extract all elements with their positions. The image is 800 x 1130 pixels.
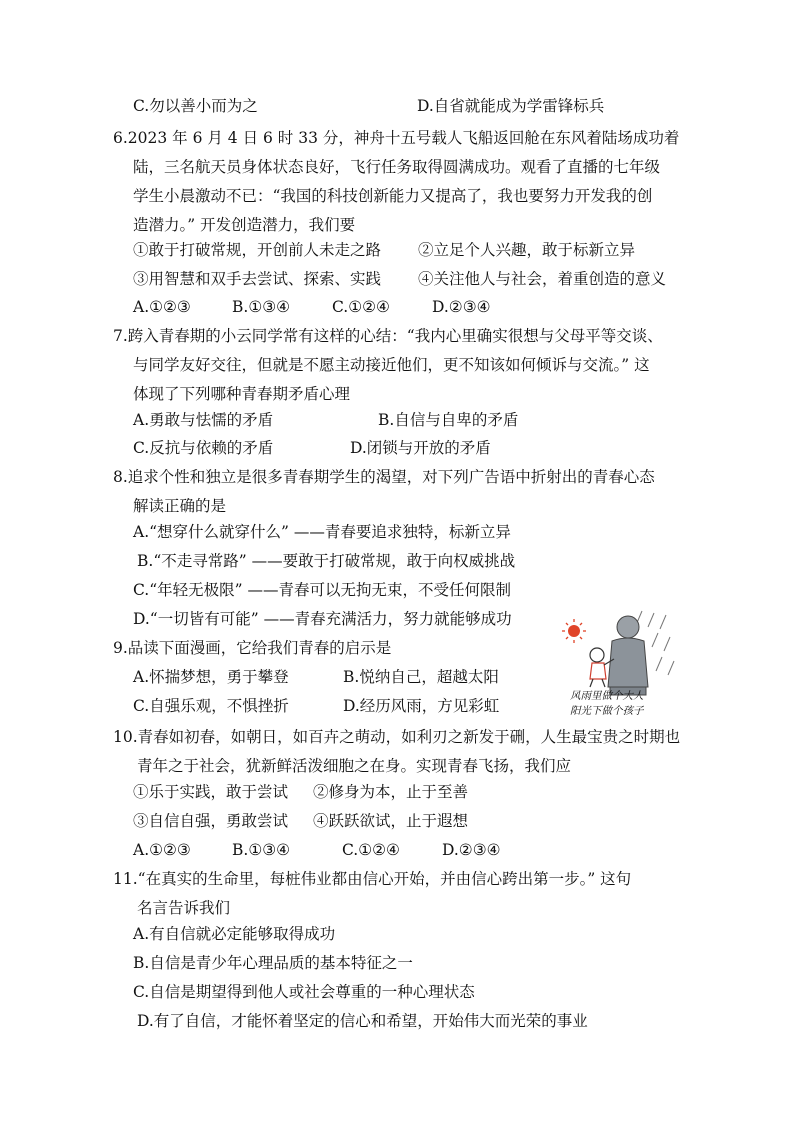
adult-figure xyxy=(608,616,648,695)
q10-option-d: D.②③④ xyxy=(442,841,501,859)
q6-option-c: C.①②④ xyxy=(332,298,390,316)
q11-stem-line-2: 名言告诉我们 xyxy=(137,899,231,917)
q9-option-b: B.悦纳自己，超越太阳 xyxy=(343,668,499,686)
q11-option-b: B.自信是青少年心理品质的基本特征之一 xyxy=(133,954,413,972)
q8-option-a: A.“想穿什么就穿什么” ——青春要追求独特，标新立异 xyxy=(133,523,511,541)
q5-option-c: C.勿以善小而为之 xyxy=(133,97,258,115)
q10-statement-2: ②修身为本，止于至善 xyxy=(313,783,469,801)
q10-statement-1: ①乐于实践，敢于尝试 xyxy=(133,783,289,801)
q6-statement-2: ②立足个人兴趣，敢于标新立异 xyxy=(418,241,636,259)
q8-option-c: C.“年轻无极限” ——青春可以无拘无束，不受任何限制 xyxy=(133,581,512,599)
q6-stem-line-2: 陆，三名航天员身体状态良好，飞行任务取得圆满成功。观看了直播的七年级 xyxy=(133,158,661,176)
q9-option-d: D.经历风雨，方见彩虹 xyxy=(343,697,500,715)
q7-option-c: C.反抗与依赖的矛盾 xyxy=(133,439,274,457)
q10-statement-4: ④跃跃欲试，止于遐想 xyxy=(313,812,469,830)
q7-option-b: B.自信与自卑的矛盾 xyxy=(378,411,519,429)
q10-stem-line-1: 10.青春如初春，如朝日，如百卉之萌动，如利刃之新发于硎，人生最宝贵之时期也 xyxy=(113,728,681,746)
q11-option-a: A.有自信就必定能够取得成功 xyxy=(133,925,336,943)
q8-option-b: B.“不走寻常路” ——要敢于打破常规，敢于向权威挑战 xyxy=(137,552,516,570)
q6-statement-1: ①敢于打破常规，开创前人未走之路 xyxy=(133,241,382,259)
q6-stem-line-1: 6.2023 年 6 月 4 日 6 时 33 分，神舟十五号载人飞船返回舱在东风着陆场成功着 xyxy=(113,129,680,147)
q7-option-a: A.勇敢与怯懦的矛盾 xyxy=(133,411,274,429)
q7-stem-line-1: 7.跨入青春期的小云同学常有这样的心结：“我内心里确实很想与父母平等交谈、 xyxy=(113,327,663,345)
comic-caption-line-2: 阳光下做个孩子 xyxy=(570,705,644,717)
q10-option-a: A.①②③ xyxy=(133,841,191,859)
q10-stem-line-2: 青年之于社会，犹新鲜活泼细胞之在身。实现青春飞扬，我们应 xyxy=(137,757,572,775)
q7-stem-line-3: 体现了下列哪种青春期矛盾心理 xyxy=(133,385,351,403)
q9-option-a: A.怀揣梦想，勇于攀登 xyxy=(133,668,289,686)
q8-stem-line-1: 8.追求个性和独立是很多青春期学生的渴望，对下列广告语中折射出的青春心态 xyxy=(113,468,655,486)
q10-option-c: C.①②④ xyxy=(342,841,400,859)
q11-option-d: D.有了自信，才能怀着坚定的信心和希望，开始伟大而光荣的事业 xyxy=(137,1012,588,1030)
q8-option-d: D.“一切皆有可能” ——青春充满活力，努力就能够成功 xyxy=(133,610,512,628)
q11-stem-line-1: 11.“在真实的生命里，每桩伟业都由信心开始，并由信心跨出第一步。” 这句 xyxy=(113,870,632,888)
q5-option-d: D.自省就能成为学雷锋标兵 xyxy=(417,97,605,115)
q6-option-d: D.②③④ xyxy=(432,298,491,316)
q6-statement-4: ④关注他人与社会，着重创造的意义 xyxy=(418,270,667,288)
q7-option-d: D.闭锁与开放的矛盾 xyxy=(350,439,491,457)
q6-option-a: A.①②③ xyxy=(133,298,191,316)
q6-stem-line-4: 造潜力。” 开发创造潜力，我们要 xyxy=(133,216,356,234)
q9-stem: 9.品读下面漫画，它给我们青春的启示是 xyxy=(113,639,392,657)
q6-stem-line-3: 学生小晨激动不已：“我国的科技创新能力又提高了，我也要努力开发我的创 xyxy=(133,187,653,205)
q6-statement-3: ③用智慧和双手去尝试、探索、实践 xyxy=(133,270,382,288)
q11-option-c: C.自信是期望得到他人或社会尊重的一种心理状态 xyxy=(133,983,475,1001)
q9-option-c: C.自强乐观，不惧挫折 xyxy=(133,697,289,715)
q10-option-b: B.①③④ xyxy=(232,841,291,859)
sun-icon xyxy=(562,619,586,643)
q8-stem-line-2: 解读正确的是 xyxy=(133,497,227,515)
q7-stem-line-2: 与同学友好交往，但就是不愿主动接近他们，更不知该如何倾诉与交流。” 这 xyxy=(133,356,650,374)
q6-option-b: B.①③④ xyxy=(232,298,291,316)
q10-statement-3: ③自信自强，勇敢尝试 xyxy=(133,812,289,830)
comic-caption-line-1: 风雨里做个大人 xyxy=(570,690,644,702)
